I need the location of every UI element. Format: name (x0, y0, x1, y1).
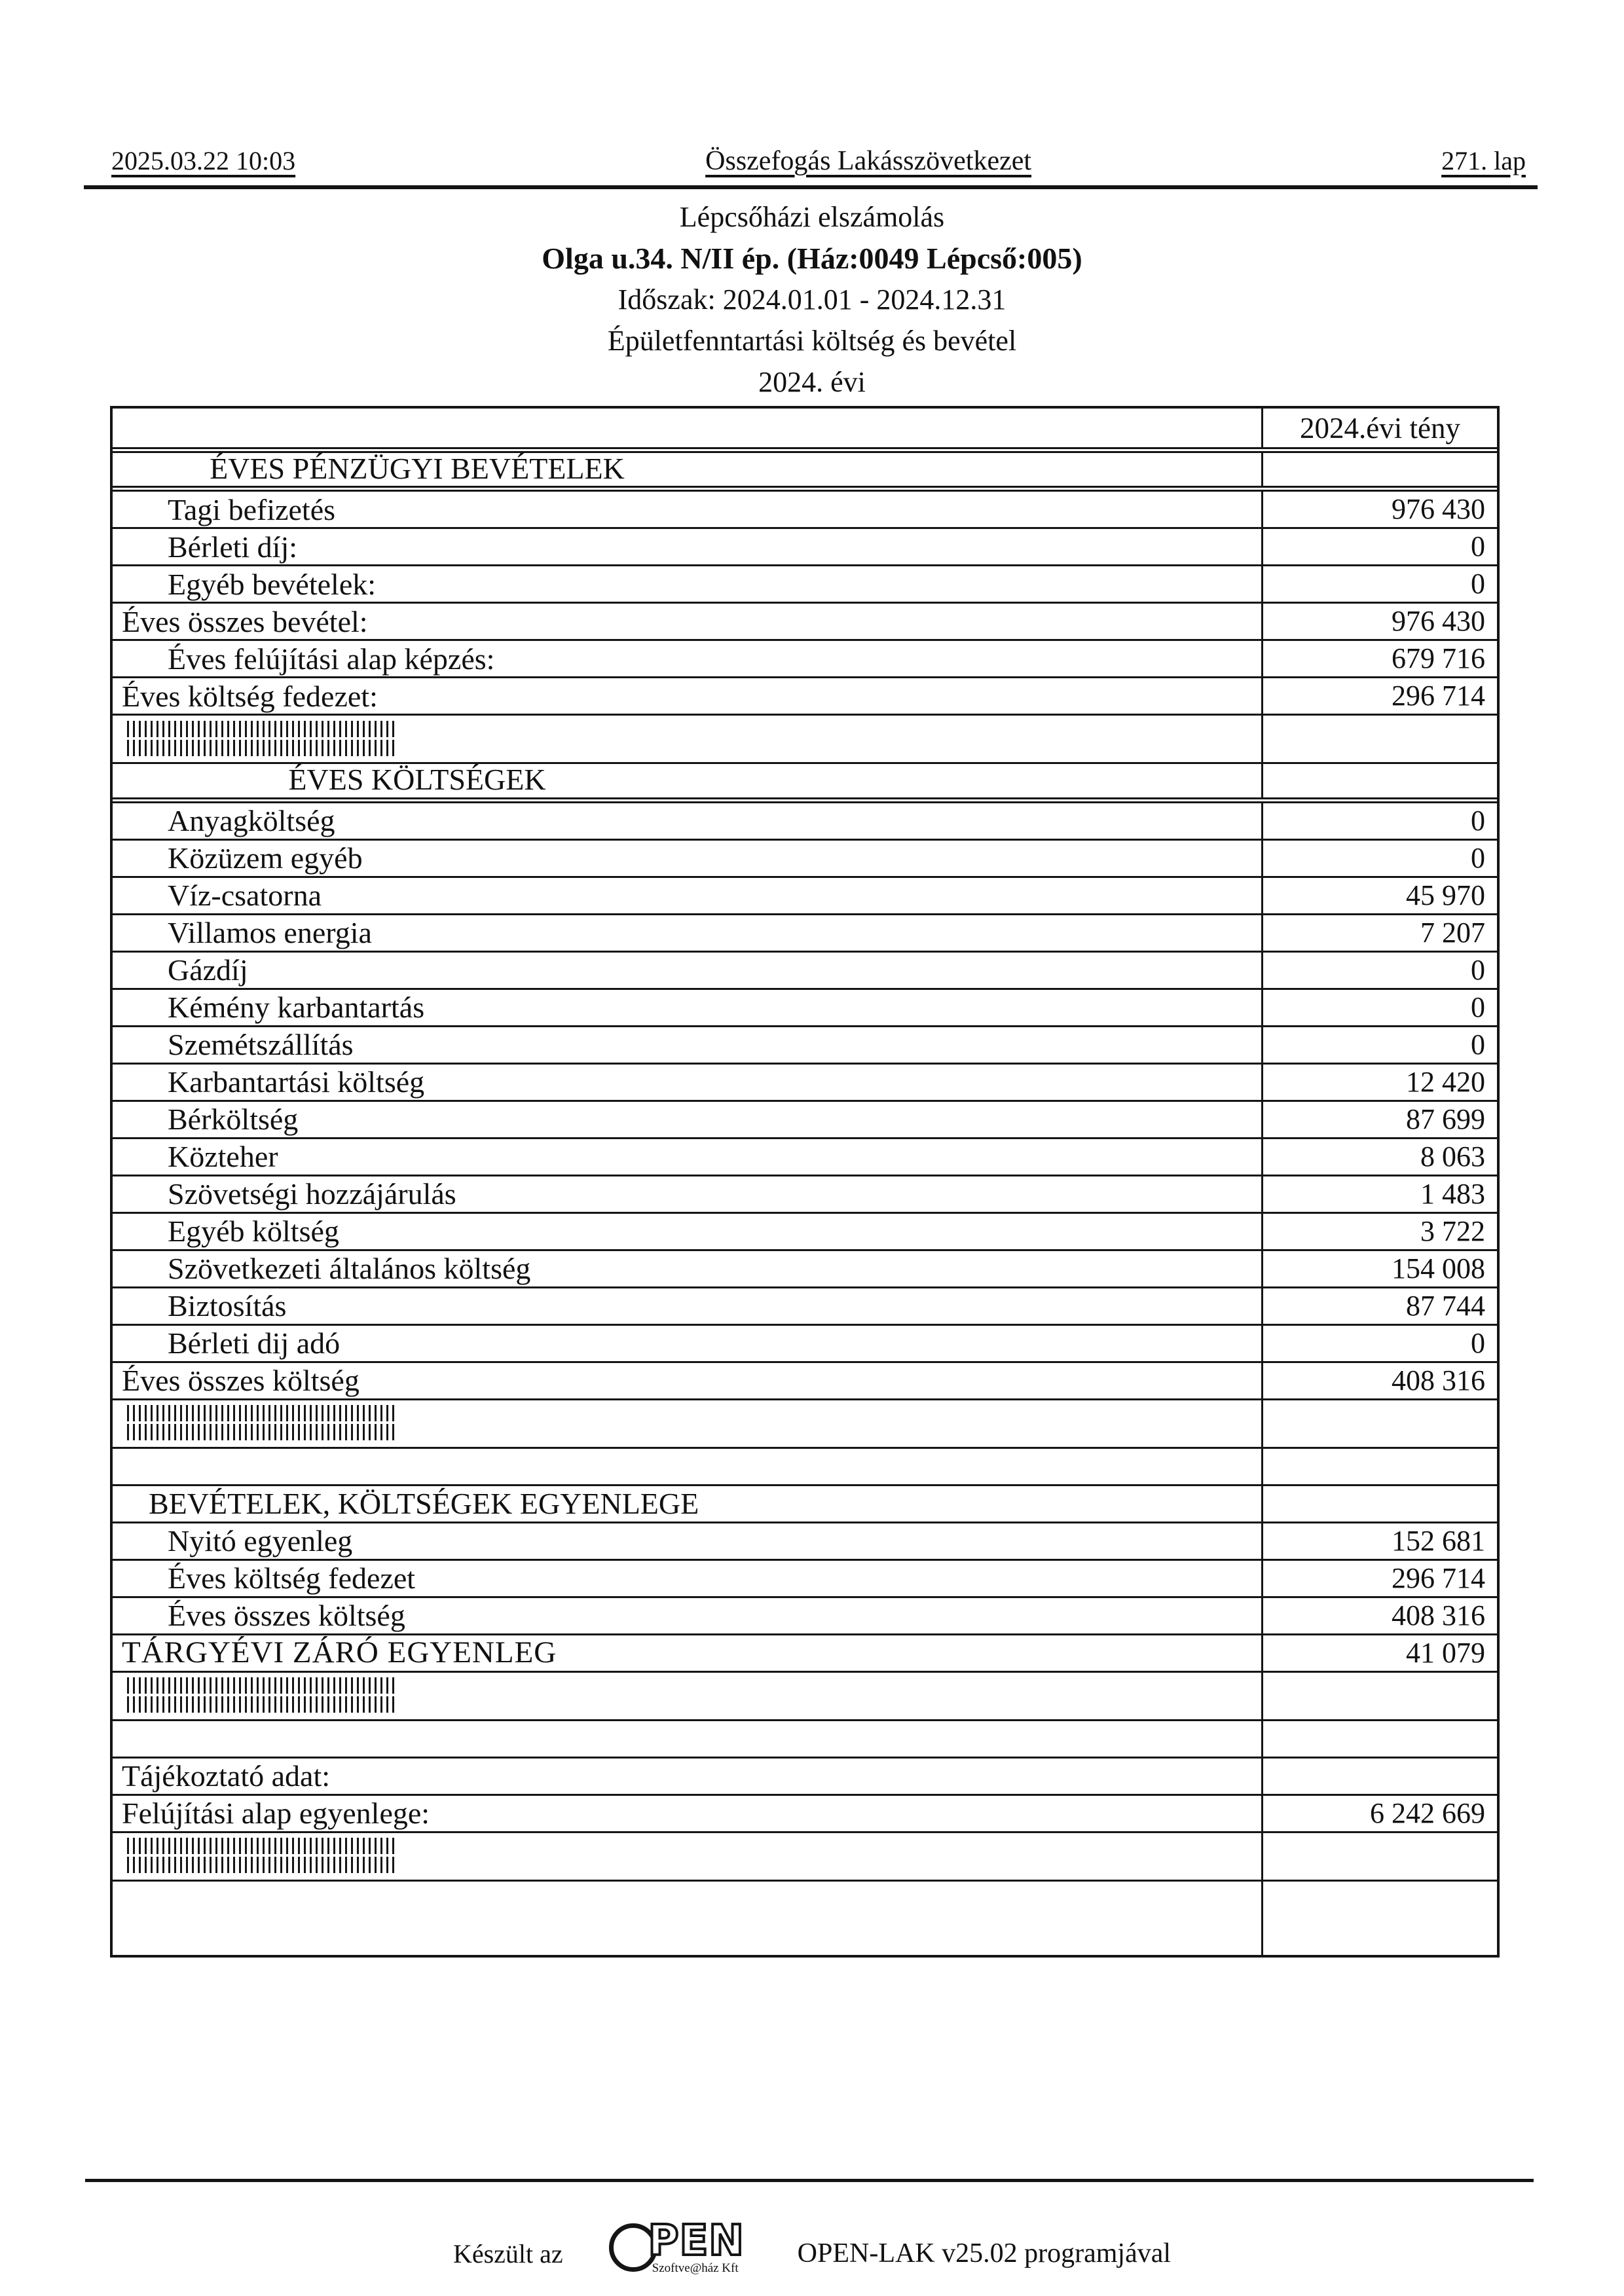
header-datetime: 2025.03.22 10:03 (111, 146, 296, 175)
row-label-cell (113, 529, 1261, 564)
row-value-cell (1261, 1673, 1497, 1719)
table-row (113, 841, 1497, 878)
row-label-cell (113, 1027, 1261, 1063)
row-label: Éves összes költség (168, 1599, 405, 1633)
row-label: Karbantartási költség (168, 1065, 425, 1099)
table-row (113, 678, 1497, 716)
row-label-cell (113, 716, 1261, 762)
report-year: 2024. évi (758, 366, 866, 398)
row-label-cell (113, 1721, 1261, 1757)
row-value: 408 316 (1392, 1364, 1485, 1396)
table-row (113, 1486, 1497, 1523)
row-label-cell (113, 1486, 1261, 1522)
table-row (113, 1326, 1497, 1363)
row-value: 152 681 (1392, 1524, 1485, 1557)
row-label-cell (113, 1833, 1261, 1880)
hatch-filler-row (113, 1673, 1497, 1721)
building-identifier: Olga u.34. N/II ép. (Ház:0049 Lépcső:005) (542, 242, 1082, 275)
table-row (113, 1027, 1497, 1065)
row-value-cell (1261, 1288, 1497, 1324)
table-row (113, 990, 1497, 1027)
footer-program-text: OPEN-LAK v25.02 programjával (797, 2238, 1172, 2269)
row-value-cell (1261, 1176, 1497, 1212)
row-label-cell (113, 990, 1261, 1025)
row-value-cell (1261, 915, 1497, 951)
page-header (111, 145, 1526, 177)
row-value-cell (1261, 1065, 1497, 1100)
row-value-cell (1261, 1363, 1497, 1398)
row-label: Anyagköltség (168, 804, 335, 838)
row-value: 7 207 (1420, 916, 1485, 949)
row-value-cell (1261, 953, 1497, 988)
row-label-cell (113, 604, 1261, 639)
row-label: Éves összes bevétel: (122, 605, 368, 638)
table-row (113, 803, 1497, 841)
row-value-cell (1261, 1486, 1497, 1522)
row-label: BEVÉTELEK, KÖLTSÉGEK EGYENLEGE (149, 1487, 699, 1521)
row-value-cell (1261, 1449, 1497, 1484)
row-value-cell (1261, 1758, 1497, 1794)
table-row (113, 1363, 1497, 1400)
row-label-cell (113, 1214, 1261, 1249)
table-row (113, 1139, 1497, 1176)
hatch-filler-row (113, 716, 1497, 764)
report-title: Lépcsőházi elszámolás (679, 201, 945, 233)
row-value: 3 722 (1420, 1214, 1485, 1247)
row-label-cell (113, 678, 1261, 714)
row-label: Éves költség fedezet: (122, 680, 378, 713)
footer-divider-line (85, 2179, 1534, 2182)
hatch-pattern (127, 1402, 394, 1443)
row-label: Felújítási alap egyenlege: (122, 1796, 430, 1831)
row-label-cell (113, 953, 1261, 988)
row-value-cell (1261, 1326, 1497, 1361)
header-divider-line (84, 185, 1538, 189)
table-body (113, 453, 1497, 1955)
row-label: Éves felújítási alap képzés: (168, 642, 495, 676)
row-label-cell (113, 453, 1261, 486)
row-value-cell (1261, 604, 1497, 639)
row-label-cell (113, 1523, 1261, 1559)
row-value: 976 430 (1392, 605, 1485, 638)
hatch-bar (127, 1405, 394, 1421)
row-value: 0 (1471, 1028, 1485, 1061)
row-label: Tájékoztató adat: (122, 1759, 331, 1793)
row-label: Szövetkezeti általános költség (168, 1252, 531, 1286)
row-label: Éves összes költség (122, 1364, 360, 1398)
row-value: 976 430 (1392, 493, 1485, 526)
row-value: 41 079 (1406, 1636, 1485, 1669)
row-label: Éves költség fedezet (168, 1561, 416, 1595)
table-row (113, 1561, 1497, 1598)
row-label-cell (113, 1796, 1261, 1831)
row-value: 45 970 (1406, 879, 1485, 911)
row-label: Tagi befizetés (168, 493, 336, 526)
row-label-cell (113, 1363, 1261, 1398)
row-value-cell (1261, 803, 1497, 839)
row-value-cell (1261, 1027, 1497, 1063)
row-label-cell (113, 1326, 1261, 1361)
table-row (113, 1758, 1497, 1796)
row-value-cell (1261, 878, 1497, 913)
row-value-cell (1261, 1214, 1497, 1249)
row-label: Gázdíj (168, 953, 248, 987)
row-label-cell (113, 1102, 1261, 1137)
row-label-cell (113, 1065, 1261, 1100)
empty-row (113, 1882, 1497, 1955)
table-row (113, 1214, 1497, 1251)
row-label: Egyéb bevételek: (168, 568, 377, 601)
row-value-cell (1261, 641, 1497, 676)
table-row (113, 1176, 1497, 1214)
row-value-cell (1261, 1251, 1497, 1286)
row-label-cell (113, 641, 1261, 676)
row-value-cell (1261, 1882, 1497, 1955)
row-label-cell (113, 1139, 1261, 1175)
header-page-number: 271. lap (1441, 146, 1526, 175)
row-label: Egyéb költség (168, 1214, 339, 1248)
hatch-bar (127, 740, 394, 756)
row-label-cell (113, 1288, 1261, 1324)
row-label: Villamos energia (168, 916, 372, 950)
row-value-cell (1261, 1523, 1497, 1559)
row-label: Bérleti dij adó (168, 1326, 341, 1360)
hatch-filler-row (113, 1833, 1497, 1882)
row-label-cell (113, 915, 1261, 951)
row-label-cell (113, 1561, 1261, 1596)
row-value-cell (1261, 1635, 1497, 1671)
row-value-cell (1261, 1400, 1497, 1447)
row-value-cell (1261, 453, 1497, 486)
row-value-cell (1261, 1139, 1497, 1175)
hatch-pattern (127, 1835, 394, 1876)
row-label: Közüzem egyéb (168, 841, 363, 875)
hatch-bar (127, 1838, 394, 1854)
row-label-cell (113, 803, 1261, 839)
row-value: 0 (1471, 953, 1485, 986)
table-row (113, 1523, 1497, 1561)
row-value: 154 008 (1392, 1252, 1485, 1285)
table-row (113, 1102, 1497, 1139)
row-label-cell (113, 1635, 1261, 1671)
row-value: 296 714 (1392, 1561, 1485, 1594)
row-value: 0 (1471, 568, 1485, 600)
hatch-pattern (127, 718, 394, 759)
row-label: Víz-csatorna (168, 879, 322, 913)
hatch-pattern (127, 1675, 394, 1715)
row-label: Bérleti díj: (168, 530, 298, 564)
footer-made-with-text: Készült az (452, 2238, 563, 2269)
row-value-cell (1261, 1721, 1497, 1757)
row-label: Nyitó egyenleg (168, 1524, 353, 1558)
table-row (113, 1598, 1497, 1635)
row-value-cell (1261, 529, 1497, 564)
table-row (113, 915, 1497, 953)
row-label-cell (113, 492, 1261, 527)
title-block (0, 196, 1624, 403)
header-label-cell (113, 409, 1261, 447)
table-row (113, 764, 1497, 803)
row-value: 0 (1471, 1326, 1485, 1359)
table-row (113, 1065, 1497, 1102)
hatch-bar (127, 1677, 394, 1694)
open-szoftverhaz-logo (609, 2217, 752, 2286)
row-label-cell (113, 1882, 1261, 1955)
row-label: ÉVES PÉNZÜGYI BEVÉTELEK (210, 453, 625, 485)
row-label-cell (113, 1400, 1261, 1447)
row-label: Szemétszállítás (168, 1028, 354, 1062)
page-footer (0, 2217, 1624, 2286)
row-value-cell (1261, 1561, 1497, 1596)
row-label: Biztosítás (168, 1289, 287, 1323)
row-label: TÁRGYÉVI ZÁRÓ EGYENLEG (122, 1635, 557, 1670)
table-row (113, 492, 1497, 529)
row-label-cell (113, 1598, 1261, 1633)
table-header-row (113, 409, 1497, 453)
row-label: Szövetségi hozzájárulás (168, 1177, 456, 1211)
header-organization: Összefogás Lakásszövetkezet (705, 146, 1032, 176)
row-label-cell (113, 841, 1261, 876)
table-row (113, 1251, 1497, 1288)
row-label-cell (113, 1449, 1261, 1484)
row-label-cell (113, 764, 1261, 797)
row-value: 0 (1471, 991, 1485, 1023)
row-value: 0 (1471, 530, 1485, 563)
row-value: 408 316 (1392, 1599, 1485, 1631)
report-period: Időszak: 2024.01.01 - 2024.12.31 (618, 283, 1006, 316)
row-value-cell (1261, 1598, 1497, 1633)
table-row (113, 566, 1497, 604)
hatch-bar (127, 1696, 394, 1713)
row-value: 87 744 (1406, 1289, 1485, 1322)
row-value-cell (1261, 492, 1497, 527)
row-value: 0 (1471, 841, 1485, 874)
hatch-bar (127, 1424, 394, 1440)
row-label: Kémény karbantartás (168, 991, 425, 1025)
row-value-cell (1261, 678, 1497, 714)
row-value-cell (1261, 841, 1497, 876)
row-value: 296 714 (1392, 680, 1485, 712)
row-label-cell (113, 878, 1261, 913)
row-label-cell (113, 1673, 1261, 1719)
logo-company-subtext: Szoftve@ház Kft (652, 2261, 739, 2275)
row-value-cell (1261, 1102, 1497, 1137)
row-label-cell (113, 1176, 1261, 1212)
row-value: 8 063 (1420, 1140, 1485, 1173)
row-value: 1 483 (1420, 1177, 1485, 1210)
table-row (113, 1288, 1497, 1326)
row-value-cell (1261, 566, 1497, 602)
table-row (113, 604, 1497, 641)
table-row (113, 953, 1497, 990)
report-subtitle: Épületfenntartási költség és bevétel (607, 325, 1017, 357)
hatch-filler-row (113, 1400, 1497, 1449)
row-value-cell (1261, 716, 1497, 762)
row-value: 679 716 (1392, 642, 1485, 675)
row-label-cell (113, 566, 1261, 602)
hatch-bar (127, 1857, 394, 1873)
row-value: 6 242 669 (1370, 1796, 1485, 1829)
row-label: ÉVES KÖLTSÉGEK (288, 764, 546, 797)
table-row (113, 453, 1497, 492)
table-row (113, 1796, 1497, 1833)
empty-row (113, 1449, 1497, 1486)
row-label: Bérköltség (168, 1102, 299, 1137)
row-value-cell (1261, 764, 1497, 797)
financial-table (110, 406, 1500, 1958)
row-value: 87 699 (1406, 1102, 1485, 1135)
row-value-cell (1261, 990, 1497, 1025)
row-value: 12 420 (1406, 1065, 1485, 1098)
row-value: 0 (1471, 804, 1485, 837)
row-value-cell (1261, 1833, 1497, 1880)
table-row (113, 878, 1497, 915)
table-row (113, 1635, 1497, 1673)
empty-row (113, 1721, 1497, 1758)
value-column-header: 2024.évi tény (1261, 409, 1497, 447)
hatch-bar (127, 721, 394, 737)
row-label-cell (113, 1758, 1261, 1794)
row-label-cell (113, 1251, 1261, 1286)
table-row (113, 529, 1497, 566)
row-label: Közteher (168, 1140, 278, 1174)
logo-pen-letters: PEN (648, 2217, 745, 2265)
row-value-cell (1261, 1796, 1497, 1831)
table-row (113, 641, 1497, 678)
